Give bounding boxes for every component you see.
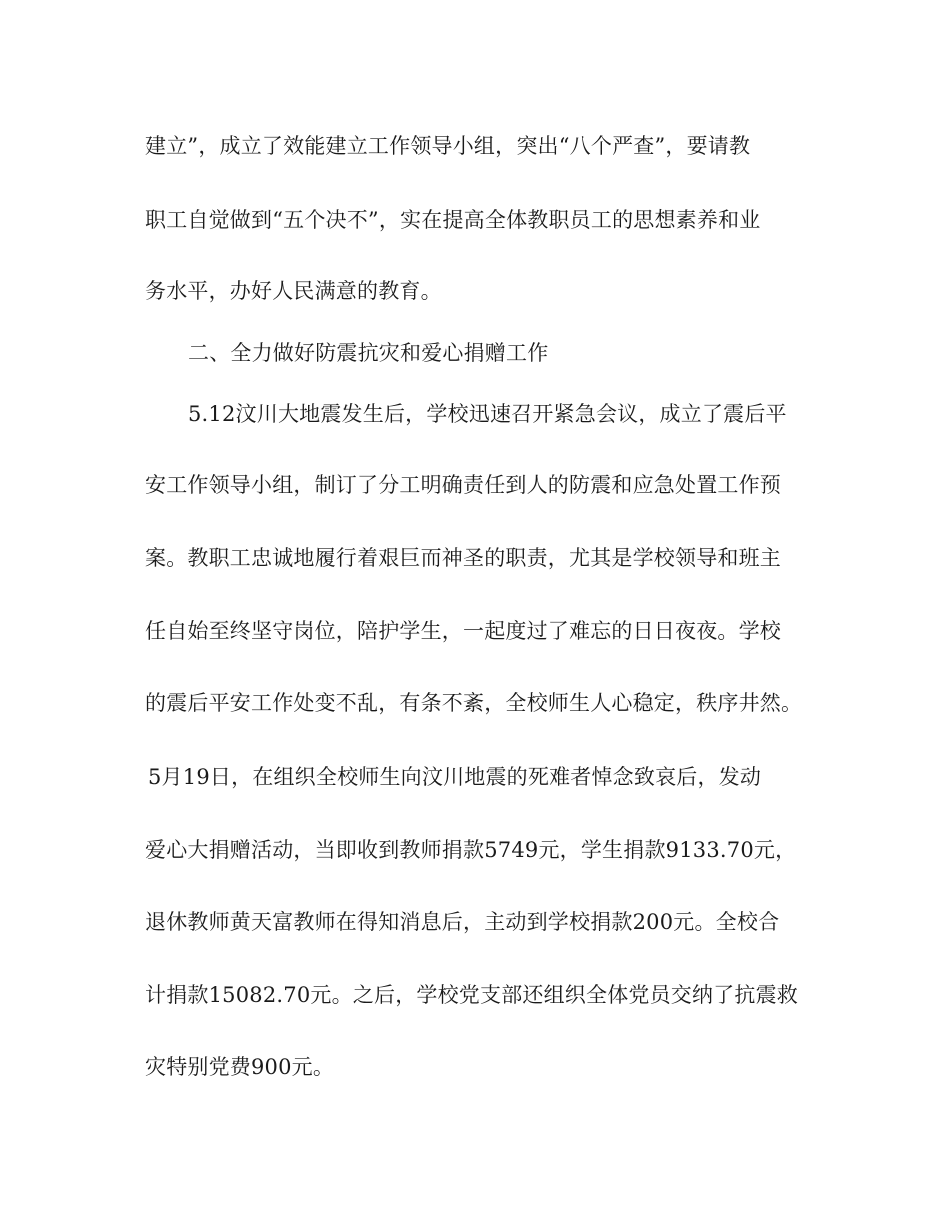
paragraph-line: 案。教职工忠诚地履行着艰巨而神圣的职责，尤其是学校领导和班主 — [145, 546, 781, 570]
paragraph-line: 建立”，成立了效能建立工作领导小组，突出“八个严查”，要请教 — [145, 134, 751, 158]
paragraph-line: 5月19日，在组织全校师生向汶川地震的死难者悼念致哀后，发动 — [148, 765, 762, 789]
paragraph-line: 务水平，办好人民满意的教育。 — [145, 279, 442, 303]
paragraph-line: 的震后平安工作处变不乱，有条不紊，全校师生人心稳定，秩序井然。 — [145, 691, 803, 715]
paragraph-line: 计捐款15082.70元。之后，学校党支部还组织全体党员交纳了抗震救 — [145, 983, 798, 1007]
paragraph-line: 职工自觉做到“五个决不”，实在提高全体教职员工的思想素养和业 — [145, 208, 761, 232]
section-heading: 二、全力做好防震抗灾和爱心捐赠工作 — [188, 341, 549, 365]
paragraph-line: 爱心大捐赠活动，当即收到教师捐款5749元，学生捐款9133.70元， — [145, 838, 797, 862]
paragraph-line: 任自始至终坚守岗位，陪护学生，一起度过了难忘的日日夜夜。学校 — [145, 619, 781, 643]
paragraph-line: 灾特别党费900元。 — [145, 1055, 335, 1079]
paragraph-line: 安工作领导小组，制订了分工明确责任到人的防震和应急处置工作预 — [145, 473, 781, 497]
paragraph-line: 退休教师黄天富教师在得知消息后，主动到学校捐款200元。全校合 — [145, 910, 780, 934]
paragraph-line: 5.12汶川大地震发生后，学校迅速召开紧急会议，成立了震后平 — [188, 402, 787, 426]
